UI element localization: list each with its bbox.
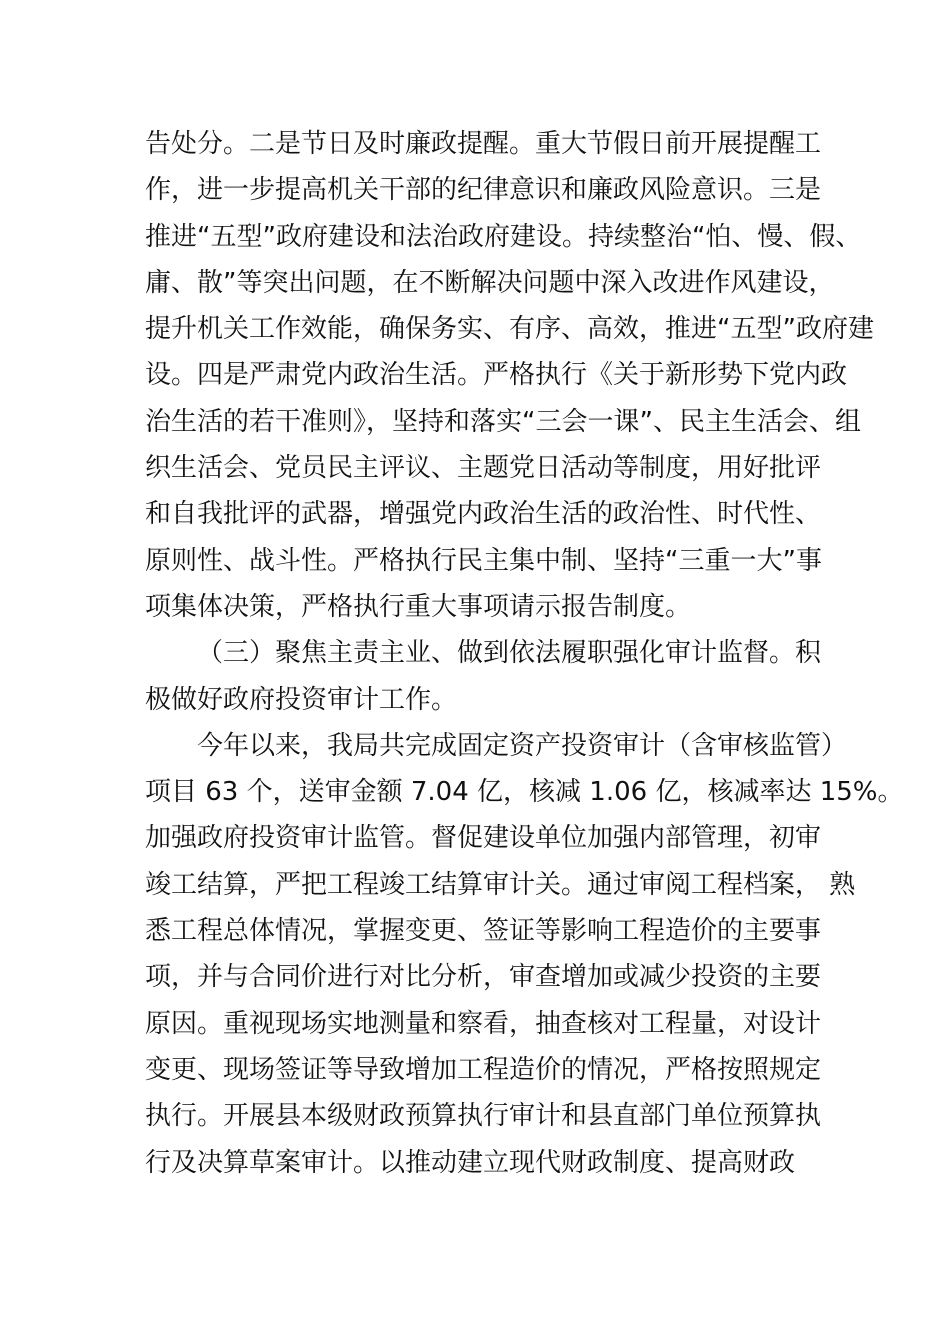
text-line: 悉工程总体情况，掌握变更、签证等影响工程造价的主要事 (145, 916, 822, 947)
section-heading-line: （三）聚焦主责主业、做到依法履职强化审计监督。积 (197, 638, 822, 669)
text-line: 告处分。二是节日及时廉政提醒。重大节假日前开展提醒工 (145, 129, 822, 159)
text-line: 变更、现场签证等导致增加工程造价的情况，严格按照规定 (145, 1054, 822, 1085)
text-line: 作，进一步提高机关干部的纪律意识和廉政风险意识。三是 (145, 175, 822, 206)
text-line: 项集体决策，严格执行重大事项请示报告制度。 (145, 591, 692, 622)
text-line: 极做好政府投资审计工作。 (145, 684, 458, 715)
text-line: 推进“五型”政府建设和法治政府建设。持续整治“怕、慢、假、 (145, 221, 862, 252)
text-line: 和自我批评的武器，增强党内政治生活的政治性、时代性、 (145, 499, 822, 530)
text-line: 执行。开展县本级财政预算执行审计和县直部门单位预算执 (145, 1101, 822, 1132)
body-text (145, 121, 904, 1186)
text-line: 原因。重视现场实地测量和察看，抽查核对工程量，对设计 (145, 1008, 822, 1039)
paragraph-start-line: 今年以来，我局共完成固定资产投资审计（含审核监管） (197, 730, 848, 761)
text-line: 加强政府投资审计监管。督促建设单位加强内部管理，初审 (145, 823, 822, 854)
text-line: 竣工结算，严把工程竣工结算审计关。通过审阅工程档案， 熟 (145, 869, 856, 900)
text-line: 治生活的若干准则》，坚持和落实“三会一课”、民主生活会、组 (145, 406, 861, 437)
text-line: 提升机关工作效能，确保务实、有序、高效，推进“五型”政府建 (145, 314, 874, 345)
text-line: 设。四是严肃党内政治生活。严格执行《关于新形势下党内政 (145, 360, 848, 391)
text-line: 行及决算草案审计。以推动建立现代财政制度、提高财政 (145, 1147, 796, 1178)
text-line: 庸、散”等突出问题，在不断解决问题中深入改进作风建设， (145, 267, 835, 298)
text-line: 织生活会、党员民主评议、主题党日活动等制度，用好批评 (145, 453, 822, 484)
text-line: 项，并与合同价进行对比分析，审查增加或减少投资的主要 (145, 962, 822, 993)
text-line: 原则性、战斗性。严格执行民主集中制、坚持“三重一大”事 (145, 545, 822, 576)
text-line: 项目 63 个，送审金额 7.04 亿，核减 1.06 亿，核减率达 15%。 (145, 777, 904, 808)
